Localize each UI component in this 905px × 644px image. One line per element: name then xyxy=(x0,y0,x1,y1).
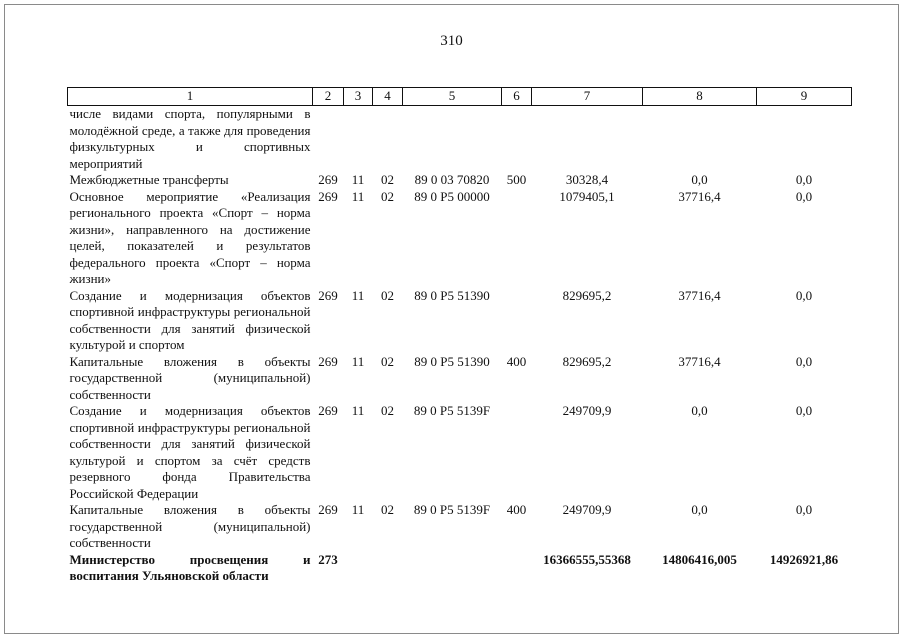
cell-expense-type: 400 xyxy=(506,502,527,517)
cell-amount-8: 0,0 xyxy=(691,172,708,187)
header-cell: 3 xyxy=(344,88,373,106)
cell-amount-8: 0,0 xyxy=(691,502,708,517)
cell-target-article: 89 0 P5 51390 xyxy=(414,353,490,369)
cell-amount-7: 16366555,55368 xyxy=(543,551,631,567)
row-name: Министерство просвещения и воспитания Ульяновской области xyxy=(69,551,311,583)
table-row xyxy=(68,189,852,288)
cell-ministry-code: 269 xyxy=(318,353,338,369)
cell-subsection: 02 xyxy=(381,353,394,369)
cell-section: 11 xyxy=(351,353,365,369)
cell-subsection xyxy=(373,552,403,585)
table-body xyxy=(68,106,852,585)
header-cell: 6 xyxy=(502,88,532,106)
cell-subsection: 02 xyxy=(381,188,394,204)
table-row xyxy=(68,172,852,189)
cell-amount-9: 0,0 xyxy=(795,403,813,418)
table-row xyxy=(68,403,852,502)
cell-amount-8: 37716,4 xyxy=(678,287,721,303)
cell-amount-9: 0,0 xyxy=(795,287,813,303)
cell-expense-type: 400 xyxy=(506,353,527,369)
cell-amount-8: 0,0 xyxy=(691,403,708,418)
cell-target-article xyxy=(403,552,502,585)
cell-section: 11 xyxy=(351,287,365,303)
cell-ministry-code: 269 xyxy=(318,403,338,418)
cell-expense-type xyxy=(502,106,532,173)
cell-section: 11 xyxy=(351,403,365,418)
cell-amount-7: 829695,2 xyxy=(562,287,612,303)
header-cell: 2 xyxy=(313,88,344,106)
cell-ministry-code: 269 xyxy=(318,172,338,187)
document-page xyxy=(4,4,899,634)
cell-amount-9: 0,0 xyxy=(795,188,813,204)
cell-amount-9 xyxy=(757,106,852,173)
row-name: Создание и модернизация объектов спортивной инфраструктуры региональной собственности для занятий физической культурой и спортом за счёт средств резервного фонда Правительства Российской Федерации xyxy=(69,403,311,501)
cell-amount-7 xyxy=(532,106,643,173)
cell-ministry-code: 269 xyxy=(318,287,338,303)
cell-amount-9: 0,0 xyxy=(795,172,813,187)
header-cell: 5 xyxy=(403,88,502,106)
table-row xyxy=(68,288,852,354)
cell-amount-8: 37716,4 xyxy=(678,353,721,369)
cell-target-article xyxy=(403,106,502,173)
table-row xyxy=(68,354,852,404)
cell-target-article: 89 0 03 70820 xyxy=(414,172,490,187)
header-cell: 8 xyxy=(643,88,757,106)
row-name: Капитальные вложения в объекты государственной (муниципальной) собственности xyxy=(69,502,311,550)
cell-amount-8: 14806416,005 xyxy=(662,551,737,567)
header-cell: 4 xyxy=(373,88,403,106)
cell-ministry-code: 269 xyxy=(318,502,338,517)
budget-table xyxy=(67,87,852,585)
cell-ministry-code: 273 xyxy=(318,551,338,567)
cell-subsection: 02 xyxy=(381,502,394,517)
row-name: Межбюджетные трансферты xyxy=(69,172,229,187)
cell-ministry-code xyxy=(313,106,344,173)
header-row xyxy=(68,88,852,106)
header-cell: 7 xyxy=(532,88,643,106)
cell-expense-type xyxy=(502,288,532,354)
cell-expense-type xyxy=(502,403,532,502)
cell-amount-8: 37716,4 xyxy=(678,188,721,204)
cell-section: 11 xyxy=(351,502,365,517)
cell-subsection xyxy=(373,106,403,173)
header-cell: 9 xyxy=(757,88,852,106)
cell-amount-7: 249709,9 xyxy=(562,403,612,418)
table-row xyxy=(68,552,852,585)
cell-target-article: 89 0 P5 5139F xyxy=(413,502,491,517)
table-row xyxy=(68,106,852,173)
cell-target-article: 89 0 P5 5139F xyxy=(413,403,491,418)
cell-amount-8 xyxy=(643,106,757,173)
cell-amount-9: 14926921,86 xyxy=(769,551,839,567)
cell-target-article: 89 0 P5 51390 xyxy=(414,287,490,303)
cell-section: 11 xyxy=(351,172,365,187)
cell-amount-7: 249709,9 xyxy=(562,502,612,517)
cell-amount-7: 829695,2 xyxy=(562,353,612,369)
cell-target-article: 89 0 P5 00000 xyxy=(414,188,490,204)
cell-amount-7: 30328,4 xyxy=(565,172,609,187)
row-name: Капитальные вложения в объекты государственной (муниципальной) собственности xyxy=(69,353,311,402)
cell-expense-type xyxy=(502,189,532,288)
row-name: Основное мероприятие «Реализация регионального проекта «Спорт – норма жизни», направленного на достижение целей, показателей и результатов федерального проекта «Спорт – норма жизни» xyxy=(69,188,311,286)
cell-expense-type xyxy=(502,552,532,585)
header-cell: 1 xyxy=(68,88,313,106)
cell-section xyxy=(344,552,373,585)
cell-amount-7: 1079405,1 xyxy=(559,188,615,204)
cell-subsection: 02 xyxy=(381,403,394,418)
table-row xyxy=(68,502,852,552)
cell-amount-9: 0,0 xyxy=(795,502,813,517)
cell-section xyxy=(344,106,373,173)
cell-subsection: 02 xyxy=(381,287,394,303)
cell-section: 11 xyxy=(351,188,365,204)
row-name: числе видами спорта, популярными в молодёжной среде, а также для проведения физкультурных и спортивных мероприятий xyxy=(69,106,311,171)
row-name: Создание и модернизация объектов спортивной инфраструктуры региональной собственности для занятий физической культурой и спортом xyxy=(69,287,311,352)
cell-amount-9: 0,0 xyxy=(795,353,813,369)
cell-subsection: 02 xyxy=(381,172,394,187)
page-number: 310 xyxy=(440,33,463,49)
cell-ministry-code: 269 xyxy=(318,188,338,204)
cell-expense-type: 500 xyxy=(506,172,527,187)
